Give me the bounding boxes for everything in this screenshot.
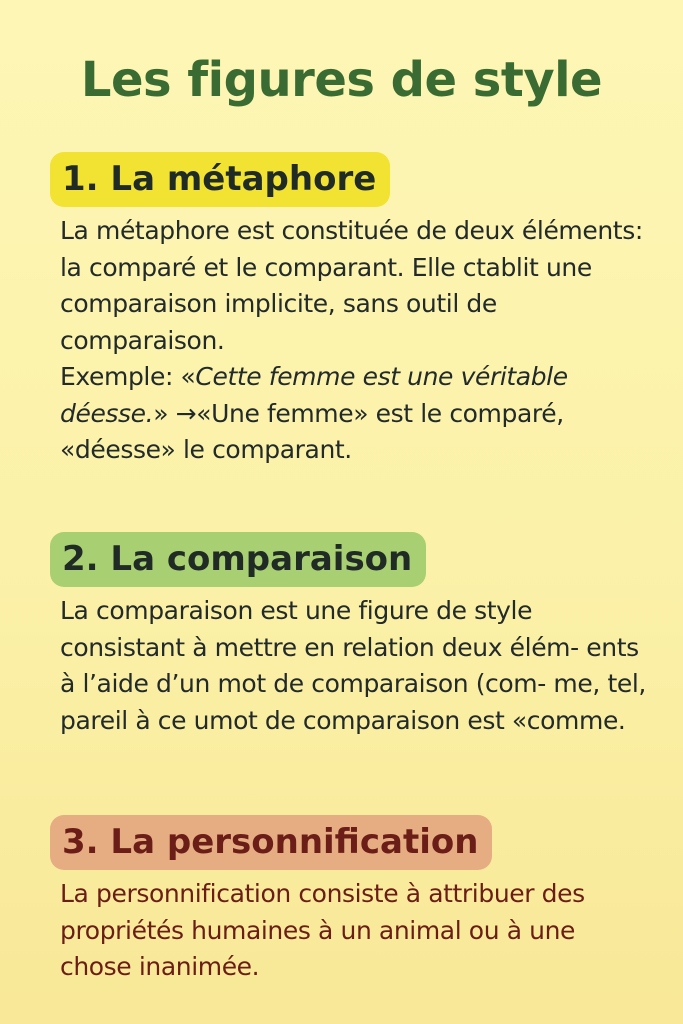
section-heading-comparaison: 2. La comparaison	[50, 532, 426, 587]
example-metaphore	[60, 359, 650, 469]
section-body-comparaison	[50, 593, 650, 739]
example-quote: Cette femme est une véritable déesse.	[60, 362, 568, 428]
section-heading-metaphore: 1. La métaphore	[50, 152, 390, 207]
section-personnification	[50, 815, 650, 986]
page-title: Les figures de style	[80, 52, 603, 108]
paragraph-comparaison: La comparaison est une figure de style consistant à mettre en relation deux élém- ents à l’aide d’un mot de comparaison (com- me, tel, pareil à ce umot de comparaison est «comme.	[60, 596, 646, 735]
section-body-metaphore	[50, 213, 650, 469]
paragraph-metaphore: La métaphore est constituée de deux éléments: la comparé et le comparant. Elle ctablit une comparaison implicite, sans outil de comparaison.	[60, 216, 643, 355]
paragraph-personnification: La personnification consiste à attribuer des propriétés humaines à un animal ou à une chose inanimée.	[60, 879, 585, 981]
example-suffix: » →«Une femme» est le comparé, «déesse» le comparant.	[60, 398, 564, 464]
section-heading-personnification: 3. La personnification	[50, 815, 492, 870]
example-prefix: Exemple: «	[60, 362, 196, 391]
section-metaphore	[50, 152, 650, 469]
section-comparaison	[50, 532, 650, 739]
section-body-personnification	[50, 876, 650, 986]
